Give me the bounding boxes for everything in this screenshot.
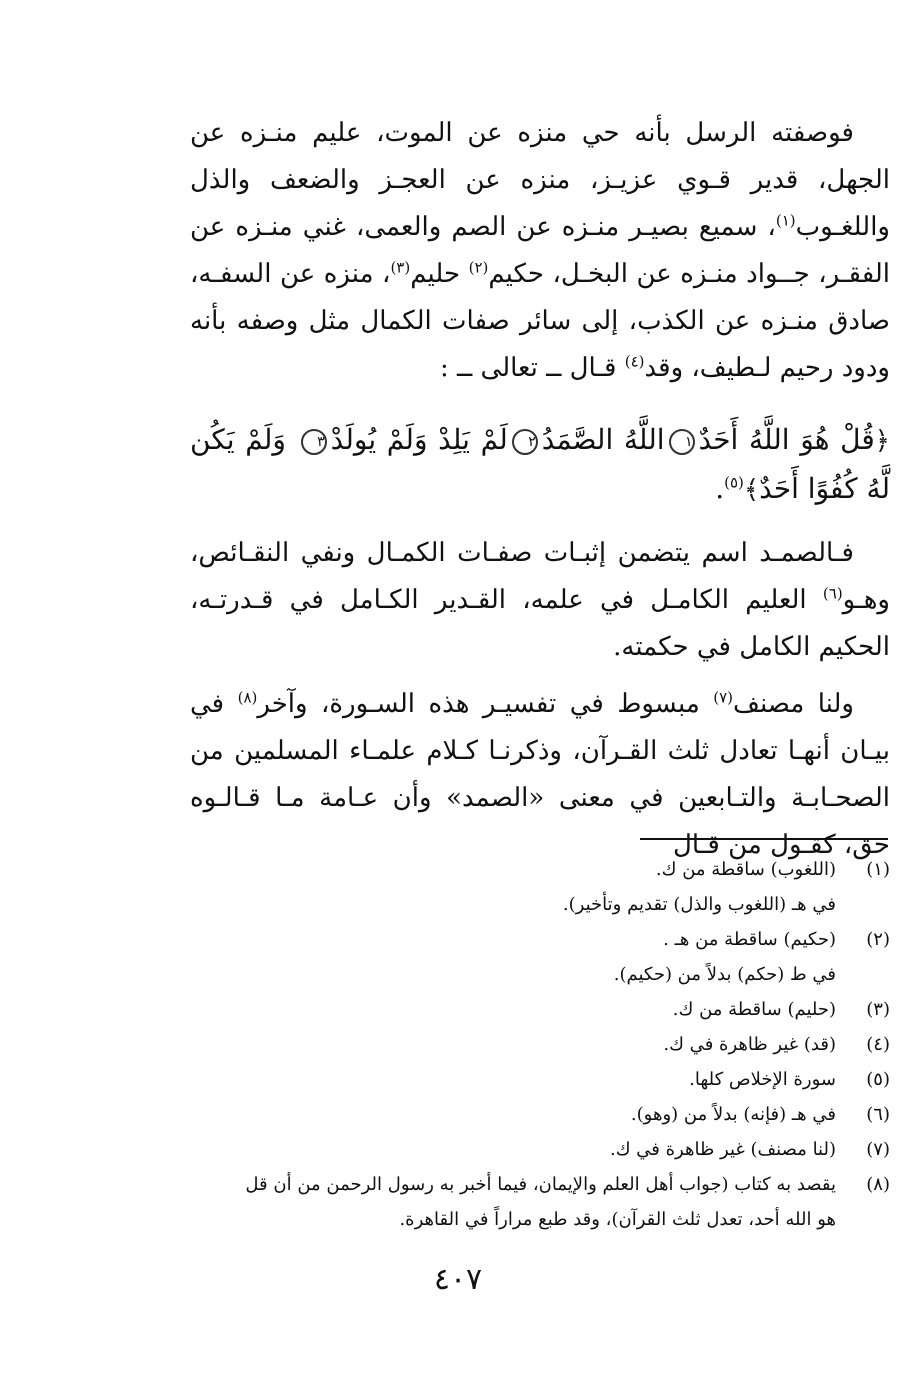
footnote-text: في هـ (فإنه) بدلاً من (وهو).: [630, 1104, 836, 1125]
footnote-number: (٦): [866, 1104, 890, 1125]
footnote-number: (٨): [866, 1174, 890, 1195]
footnote-text: يقصد به كتاب (جواب أهل العلم والإيمان، فيما أخبر به رسول الرحمن من أن قل: [245, 1174, 836, 1195]
footnote-5: [180, 1062, 890, 1097]
quran-brace-open: ﴿: [874, 426, 890, 456]
footnote-ref: (٦): [822, 584, 843, 603]
footnote-ref: (٨): [237, 688, 258, 707]
footnote-ref: (١): [775, 211, 796, 230]
footnote-2: [180, 922, 890, 992]
footnote-text: (قد) غير ظاهرة في ك.: [663, 1034, 836, 1055]
footnote-7: [180, 1132, 890, 1167]
footnote-6: [180, 1097, 890, 1132]
quran-verse: ﴿قُلْ هُوَ اللَّهُ أَحَدٌ١اللَّهُ الصَّمَدُ٢لَمْ يَلِدْ وَلَمْ يُولَدْ٣ وَلَمْ يَكُن لَّهُ كُفُوًا أَحَدٌ﴾$^{(٥)}$.: [190, 423, 890, 505]
footnote-8: [180, 1167, 890, 1237]
footnote-text: (حكيم) ساقطة من هـ .: [663, 929, 836, 950]
footnote-text: سورة الإخلاص كلها.: [689, 1069, 836, 1090]
footnote-ref: (٥): [724, 473, 744, 492]
quran-brace-close: ﴾: [743, 475, 760, 505]
ayah-number: ٣: [301, 429, 327, 455]
footnote-text: في ط (حكم) بدلاً من (حكيم).: [613, 964, 836, 985]
footnote-number: (٧): [866, 1139, 890, 1160]
footnote-number: (٤): [866, 1034, 890, 1055]
paragraph-3: ولنا مصنف$^{(٧)}$ مبسوط في تفسيـر هذه السـورة، وآخر$^{(٨)}$ في بيـان أنهـا تعادل ثلث القـرآن، وذكرنـا كـلام علمـاء المسلمين من الصحـابـة والتـابعين في معنى «الصمد» وأن عـامة مـا قـالـوه حق، كقـول من قـال: [190, 688, 890, 860]
footnote-number: (١): [866, 859, 890, 880]
footnote-ref: (٣): [390, 258, 411, 277]
footnote-text: هو الله أحد، تعدل ثلث القرآن)، وقد طبع مراراً في القاهرة.: [399, 1209, 836, 1230]
footnote-text: (اللغوب) ساقطة من ك.: [655, 859, 836, 880]
paragraph-1: فوصفته الرسل بأنه حي منزه عن الموت، عليم منـزه عن الجهل، قدير قـوي عزيـز، منزه عن العجـز والضعف والذل واللغـوب$^{(١)}$، سميع بصيـر منـزه عن الصم والعمى، غني منـزه عن الفقـر، جــواد منـزه عن البخـل، حكيم$^{(٢)}$ حليم$^{(٣)}$، منزه عن السفـه، صادق منـزه عن الكذب، إلى سائر صفات الكمال مثل وصفه بأنه ودود رحيم لـطيف، وقد$^{(٤)}$ قـال ــ تعالى ــ :: [190, 118, 891, 383]
footnote-text: (لنا مصنف) غير ظاهرة في ك.: [610, 1139, 836, 1160]
footnote-ref: (٧): [713, 688, 734, 707]
footnote-number: (٢): [866, 929, 890, 950]
footnote-divider: [640, 838, 888, 840]
footnote-ref: (٢): [468, 258, 489, 277]
footnote-text: في هـ (اللغوب والذل) تقديم وتأخير).: [562, 894, 836, 915]
paragraph-2: فـالصمـد اسم يتضمن إثبـات صفـات الكمـال ونفي النقـائص، وهـو$^{(٦)}$ العليم الكامـل في علمه، القـدير الكـامل في قـدرتـه، الحكيم الكامل في حكمته.: [190, 538, 890, 662]
main-text: [190, 110, 890, 869]
footnote-3: [180, 992, 890, 1027]
ayah-number: ٢: [512, 429, 538, 455]
footnotes: [180, 852, 890, 1237]
footnote-4: [180, 1027, 890, 1062]
footnote-1: [180, 852, 890, 922]
ayah-number: ١: [669, 429, 695, 455]
footnote-number: (٥): [866, 1069, 890, 1090]
page-number: ٤٠٧: [433, 1262, 483, 1297]
footnote-text: (حليم) ساقطة من ك.: [672, 999, 836, 1020]
footnote-ref: (٤): [624, 352, 645, 371]
footnote-number: (٣): [866, 999, 890, 1020]
